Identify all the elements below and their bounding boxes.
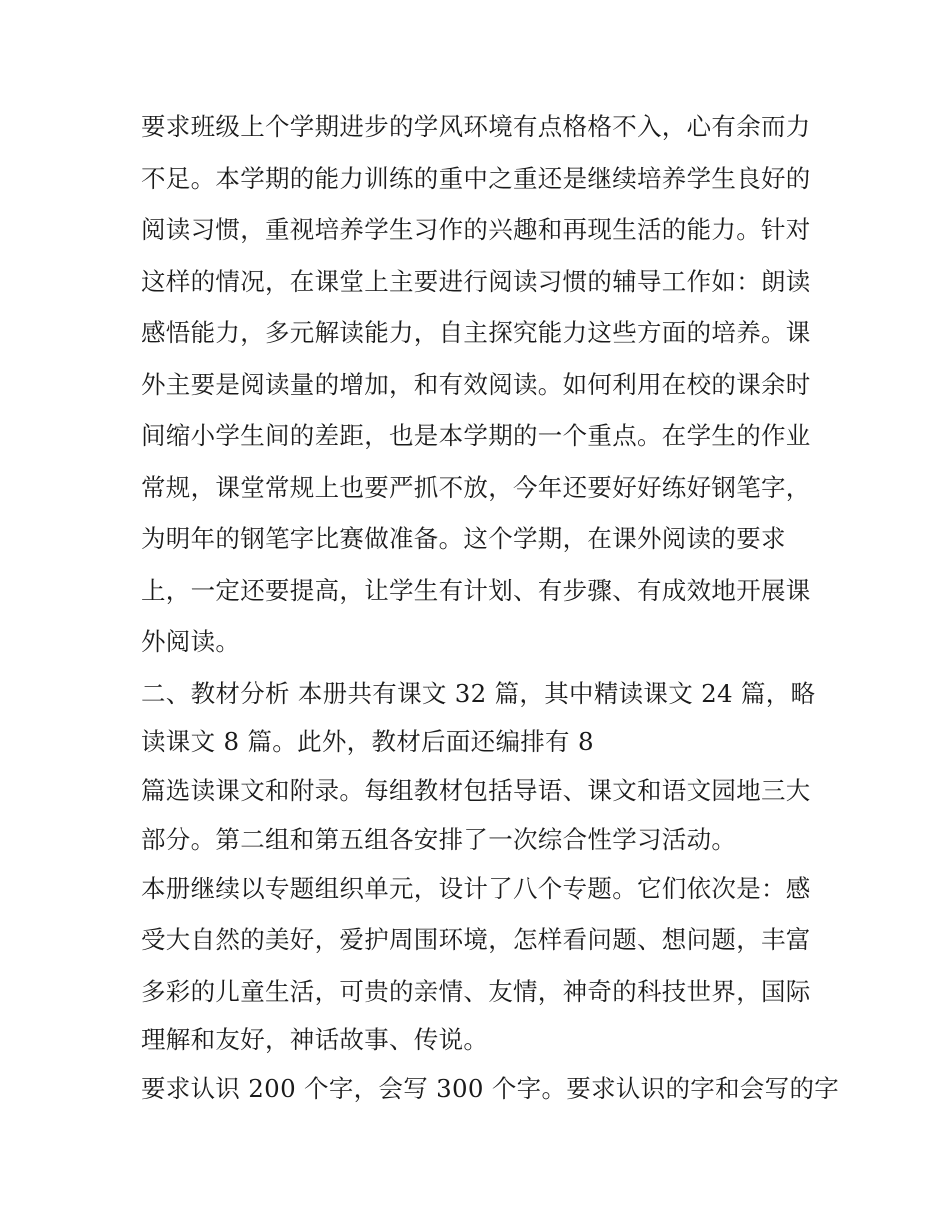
text-line: 为明年的钢笔字比赛做准备。这个学期，在课外阅读的要求 — [141, 524, 786, 553]
text-line: 上，一定还要提高，让学生有计划、有步骤、有成效地开展课 — [141, 575, 811, 605]
text-line: 外阅读。 — [141, 627, 241, 656]
text-line: 阅读习惯，重视培养学生习作的兴趣和再现生活的能力。针对 — [141, 215, 811, 244]
text-line: 理解和友好，神话故事、传说。 — [141, 1025, 489, 1054]
text-line: 本册继续以专题组织单元，设计了八个专题。它们依次是：感 — [141, 873, 811, 903]
text-line: 外主要是阅读量的增加，和有效阅读。如何利用在校的课余时 — [141, 369, 811, 399]
text-line: 不足。本学期的能力训练的重中之重还是继续培养学生良好的 — [141, 163, 811, 193]
text-line: 篇选读课文和附录。每组教材包括导语、课文和语文园地三大 — [141, 776, 811, 805]
text-line: 受大自然的美好，爱护周围环境，怎样看问题、想问题，丰富 — [141, 925, 811, 954]
text-line: 这样的情况，在课堂上主要进行阅读习惯的辅导工作如：朗读 — [141, 266, 811, 296]
section-heading-line: 二、教材分析 本册共有课文 32 篇，其中精读课文 24 篇，略 — [141, 678, 816, 708]
text-line: 感悟能力，多元解读能力，自主探究能力这些方面的培养。课 — [141, 318, 811, 347]
text-line: 间缩小学生间的差距，也是本学期的一个重点。在学生的作业 — [141, 421, 811, 450]
body-text — [141, 101, 840, 1115]
text-line: 常规，课堂常规上也要严抓不放，今年还要好好练好钢笔字， — [141, 472, 811, 502]
text-line: 要求班级上个学期进步的学风环境有点格格不入，心有余而力 — [141, 112, 811, 141]
text-line: 多彩的儿童生活，可贵的亲情、友情，神奇的科技世界，国际 — [141, 976, 811, 1006]
text-line: 部分。第二组和第五组各安排了一次综合性学习活动。 — [141, 824, 737, 854]
text-line: 读课文 8 篇。此外，教材后面还编排有 8 — [141, 727, 594, 756]
text-line: 要求认识 200 个字，会写 300 个字。要求认识的字和会写的字 — [141, 1074, 840, 1103]
